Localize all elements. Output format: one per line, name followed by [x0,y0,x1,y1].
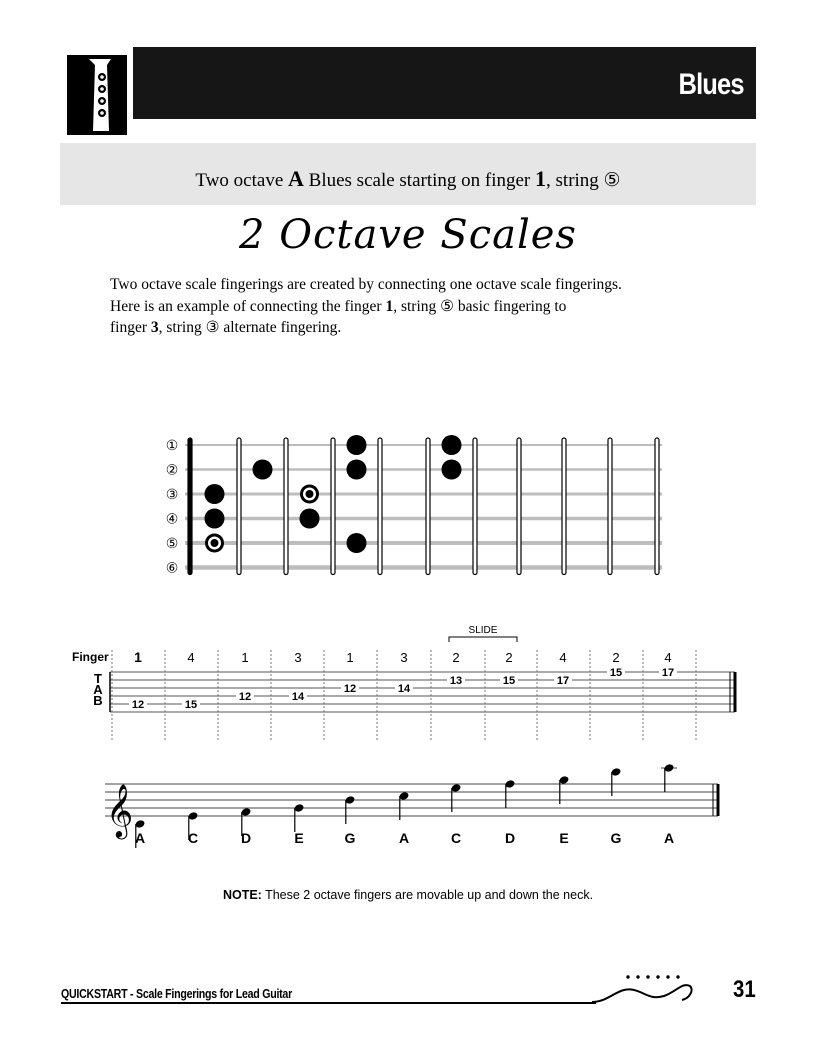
music-staff [0,750,816,850]
note-name: A [134,830,146,846]
fret-number: 12 [343,683,357,695]
body-text: finger [110,319,151,336]
finger-dot [347,460,367,480]
fret [284,438,288,575]
body-finger: 3 [150,319,159,336]
fret [237,438,241,575]
fret [473,438,477,575]
note-name: E [294,830,304,846]
fret-number: 15 [609,667,623,679]
body-text: Here is an example of connecting the finger [110,298,386,315]
finger-number: 4 [559,650,567,665]
note-label: NOTE: [222,888,262,902]
tab-clef-letter: T [94,671,102,686]
fret-number: 14 [291,691,305,703]
string-label: ④ [165,510,179,527]
tab-clef-letter: A [93,682,103,697]
finger-number: 2 [505,650,513,665]
note-name: C [450,830,462,846]
note-text: These 2 octave fingers are movable up and down the neck. [261,888,594,902]
finger-dot [442,460,462,480]
fret [378,438,382,575]
note-name: G [610,830,622,846]
subtitle-text: , string ⑤ [546,170,621,191]
finger-dot [442,435,462,455]
section-heading: 2 Octave Scales [239,212,577,258]
header-bar [133,47,756,119]
root-dot-center [306,490,314,498]
fret-number: 12 [131,699,145,711]
subtitle-key: A [288,166,304,191]
fret [331,438,335,575]
tab-clef-letter: B [93,693,103,708]
dots-icon [626,975,679,978]
header-title: Blues [678,68,744,101]
note-name: D [240,830,252,846]
body-finger: 1 [385,298,394,315]
body-line-3 [110,318,341,337]
treble-clef-icon: 𝄞 [106,784,134,836]
finger-dot [300,509,320,529]
headstock-icon [67,55,127,135]
note-name: E [559,830,569,846]
fret [517,438,521,575]
body-text: , string ⑤ basic fingering to [393,298,567,315]
note-name: D [504,830,516,846]
string-label: ⑥ [165,559,179,576]
string-label: ① [165,437,179,453]
finger-number: 4 [187,650,195,665]
finger-dot [347,533,367,553]
tablature [0,620,816,750]
finger-number: 1 [134,649,142,665]
finger-number: 2 [452,650,460,665]
slide-label: SLIDE [468,625,498,636]
finger-dot [205,509,225,529]
finger-number: 3 [294,650,302,665]
note-name: A [398,830,410,846]
guitar-headstock-logo [67,55,127,135]
fret-number: 13 [449,675,463,687]
finger-number: 3 [400,650,408,665]
subtitle-text: Two octave [195,170,289,191]
note-name: C [187,830,199,846]
fret [426,438,430,575]
fret-number: 15 [502,675,516,687]
subtitle-text: Blues scale starting on finger [303,170,536,191]
fret-number: 12 [238,691,252,703]
page-number: 31 [733,976,756,1003]
fret [562,438,566,575]
fret-number: 14 [397,683,411,695]
fret-number: 17 [661,667,675,679]
body-line-2 [110,297,566,316]
finger-number: 4 [664,650,672,665]
note-line [60,888,756,902]
string-label: ③ [165,486,179,502]
guitar-body-icon [590,972,700,1006]
slide-bracket [449,637,517,642]
string-label: ② [165,461,179,478]
body-text: , string ③ alternate fingering. [158,319,342,336]
body-line-1: Two octave scale fingerings are created by connecting one octave scale fingerings. [110,276,622,293]
fret-number: 17 [556,675,570,687]
finger-dot [347,435,367,455]
finger-number: 2 [612,650,620,665]
note-name: G [344,830,356,846]
footer-title: QUICKSTART - Scale Fingerings for Lead Guitar [61,987,292,1001]
finger-dot [253,460,273,480]
subtitle-finger: 1 [535,166,547,191]
fret-number: 15 [184,699,198,711]
fret [608,438,612,575]
root-dot-center [211,539,219,547]
string-label: ⑤ [165,535,179,551]
scale-subtitle [60,166,756,192]
finger-number: 1 [346,650,354,665]
fret [655,438,659,575]
footer-rule [61,1002,596,1004]
finger-row-label: Finger [72,650,109,664]
finger-dot [205,484,225,504]
note-name: A [663,830,675,846]
finger-number: 1 [241,650,249,665]
fretboard-diagram [0,425,816,585]
